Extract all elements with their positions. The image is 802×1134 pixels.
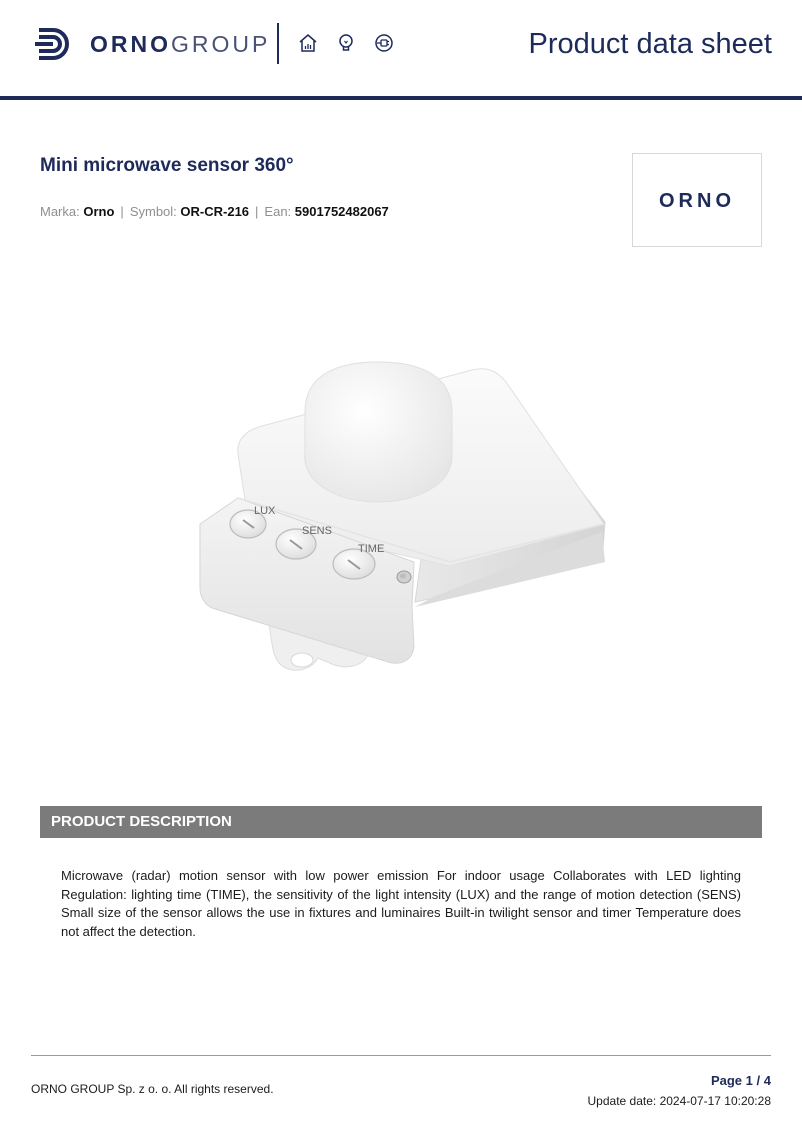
plug-icon — [373, 32, 395, 54]
lux-dial-label: LUX — [254, 505, 276, 517]
ean-label: Ean: — [264, 204, 292, 219]
brand-logo-text: ORNO — [659, 190, 735, 212]
symbol-value: OR-CR-216 — [180, 204, 250, 219]
product-meta — [40, 203, 389, 220]
brand-label: Marka: — [40, 204, 80, 219]
meta-separator: | — [120, 204, 124, 219]
product-description-header — [40, 806, 762, 838]
company-logo-text: ORNOGROUP — [90, 31, 271, 57]
ean-value: 5901752482067 — [294, 204, 389, 219]
orno-logo-icon — [33, 23, 75, 65]
footer-rule — [31, 1055, 771, 1056]
product-name: Mini microwave sensor 360° — [40, 155, 294, 176]
home-icon — [297, 32, 319, 54]
brand-value: Orno — [83, 204, 115, 219]
bulb-icon — [335, 32, 357, 54]
header-divider — [277, 23, 279, 64]
page-number: Page 1 / 4 — [710, 1073, 771, 1088]
product-description-text: Microwave (radar) motion sensor with low power emission For indoor usage Collaborates with LED lighting Regulation: lighting time (TIME), the sensitivity of the light intensity (LUX) and the range of motion detection (SENS) Small size of the sensor allows the use in fixtures and luminaires Built-in twilight sensor and timer Temperature does not affect the detection. — [61, 868, 741, 939]
document-title: Product data sheet — [528, 28, 772, 60]
symbol-label: Symbol: — [129, 204, 177, 219]
section-title: PRODUCT DESCRIPTION — [51, 813, 232, 830]
meta-separator: | — [255, 204, 259, 219]
sens-dial-label: SENS — [302, 525, 332, 537]
brand-logo-box — [632, 153, 762, 247]
time-dial-label: TIME — [358, 543, 385, 555]
product-photo — [150, 262, 650, 777]
update-date: Update date: 2024-07-17 10:20:28 — [587, 1094, 771, 1108]
page-header — [0, 0, 802, 100]
header-rule — [0, 96, 802, 100]
copyright-text: ORNO GROUP Sp. z o. o. All rights reserved. — [31, 1082, 274, 1096]
